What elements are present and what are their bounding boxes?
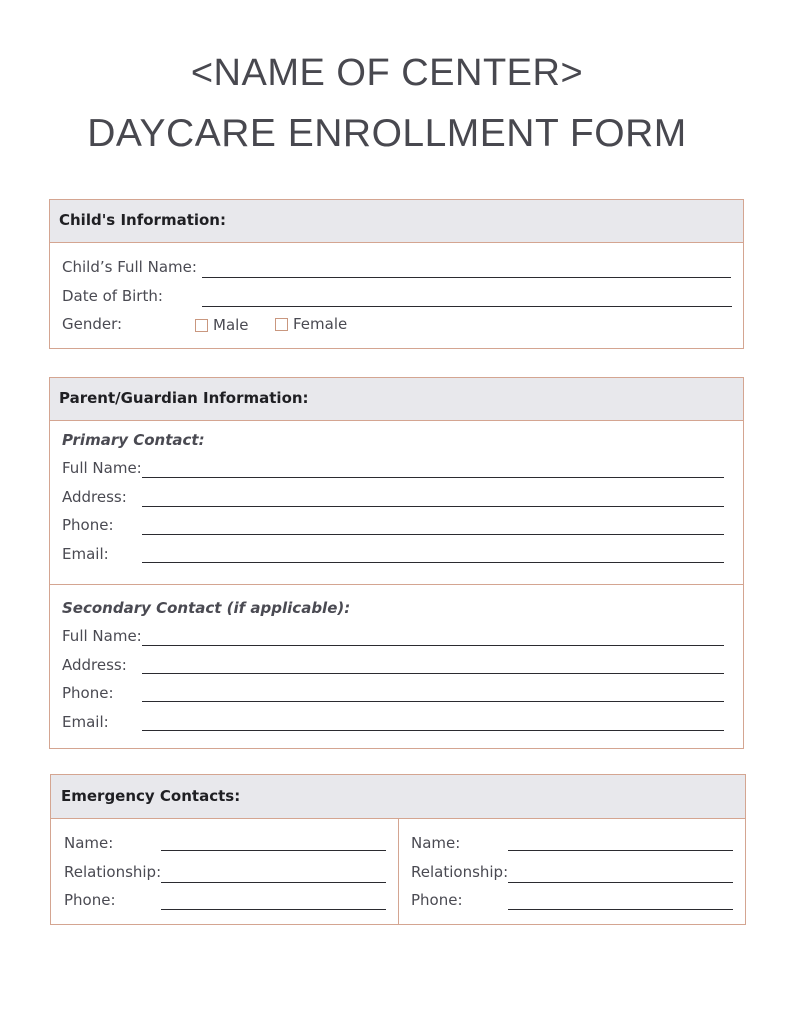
parent-info-section [49, 377, 744, 749]
primary-full-name-label: Full Name: [62, 459, 142, 477]
primary-address-field[interactable] [142, 506, 724, 507]
parent-info-heading: Parent/Guardian Information: [50, 378, 743, 421]
male-checkbox[interactable] [195, 319, 208, 332]
primary-phone-field[interactable] [142, 534, 724, 535]
emergency1-relationship-field[interactable] [161, 882, 386, 883]
emergency1-phone-field[interactable] [161, 909, 386, 910]
emergency2-phone-label: Phone: [411, 891, 463, 909]
primary-contact-heading: Primary Contact: [62, 431, 205, 449]
secondary-contact-heading: Secondary Contact (if applicable): [62, 599, 351, 617]
gender-label: Gender: [62, 315, 123, 333]
emergency1-name-label: Name: [64, 834, 114, 852]
secondary-address-field[interactable] [142, 673, 724, 674]
child-full-name-field[interactable] [202, 277, 731, 278]
child-full-name-label: Child’s Full Name: [62, 258, 197, 276]
male-option-label: Male [213, 316, 249, 334]
primary-email-label: Email: [62, 545, 109, 563]
emergency2-relationship-field[interactable] [508, 882, 733, 883]
emergency2-relationship-label: Relationship: [411, 863, 509, 881]
emergency2-name-label: Name: [411, 834, 461, 852]
emergency-contacts-heading: Emergency Contacts: [51, 775, 745, 819]
form-title: DAYCARE ENROLLMENT FORM [87, 112, 687, 155]
secondary-phone-label: Phone: [62, 684, 114, 702]
emergency1-name-field[interactable] [161, 850, 386, 851]
primary-full-name-field[interactable] [142, 477, 724, 478]
emergency2-name-field[interactable] [508, 850, 733, 851]
date-of-birth-field[interactable] [202, 306, 732, 307]
emergency-contacts-section [50, 774, 746, 925]
child-info-heading: Child's Information: [50, 200, 743, 243]
primary-address-label: Address: [62, 488, 127, 506]
secondary-full-name-field[interactable] [142, 645, 724, 646]
date-of-birth-label: Date of Birth: [62, 287, 163, 305]
emergency2-phone-field[interactable] [508, 909, 733, 910]
emergency1-relationship-label: Relationship: [64, 863, 162, 881]
female-checkbox[interactable] [275, 318, 288, 331]
secondary-phone-field[interactable] [142, 701, 724, 702]
secondary-email-field[interactable] [142, 730, 724, 731]
emergency1-phone-label: Phone: [64, 891, 116, 909]
secondary-full-name-label: Full Name: [62, 627, 142, 645]
child-info-section [49, 199, 744, 349]
female-option-label: Female [293, 315, 348, 333]
secondary-email-label: Email: [62, 713, 109, 731]
primary-phone-label: Phone: [62, 516, 114, 534]
secondary-address-label: Address: [62, 656, 127, 674]
primary-email-field[interactable] [142, 562, 724, 563]
emergency-column-divider [398, 819, 399, 924]
contact-divider [50, 584, 743, 585]
center-name-title: <NAME OF CENTER> [190, 52, 584, 94]
